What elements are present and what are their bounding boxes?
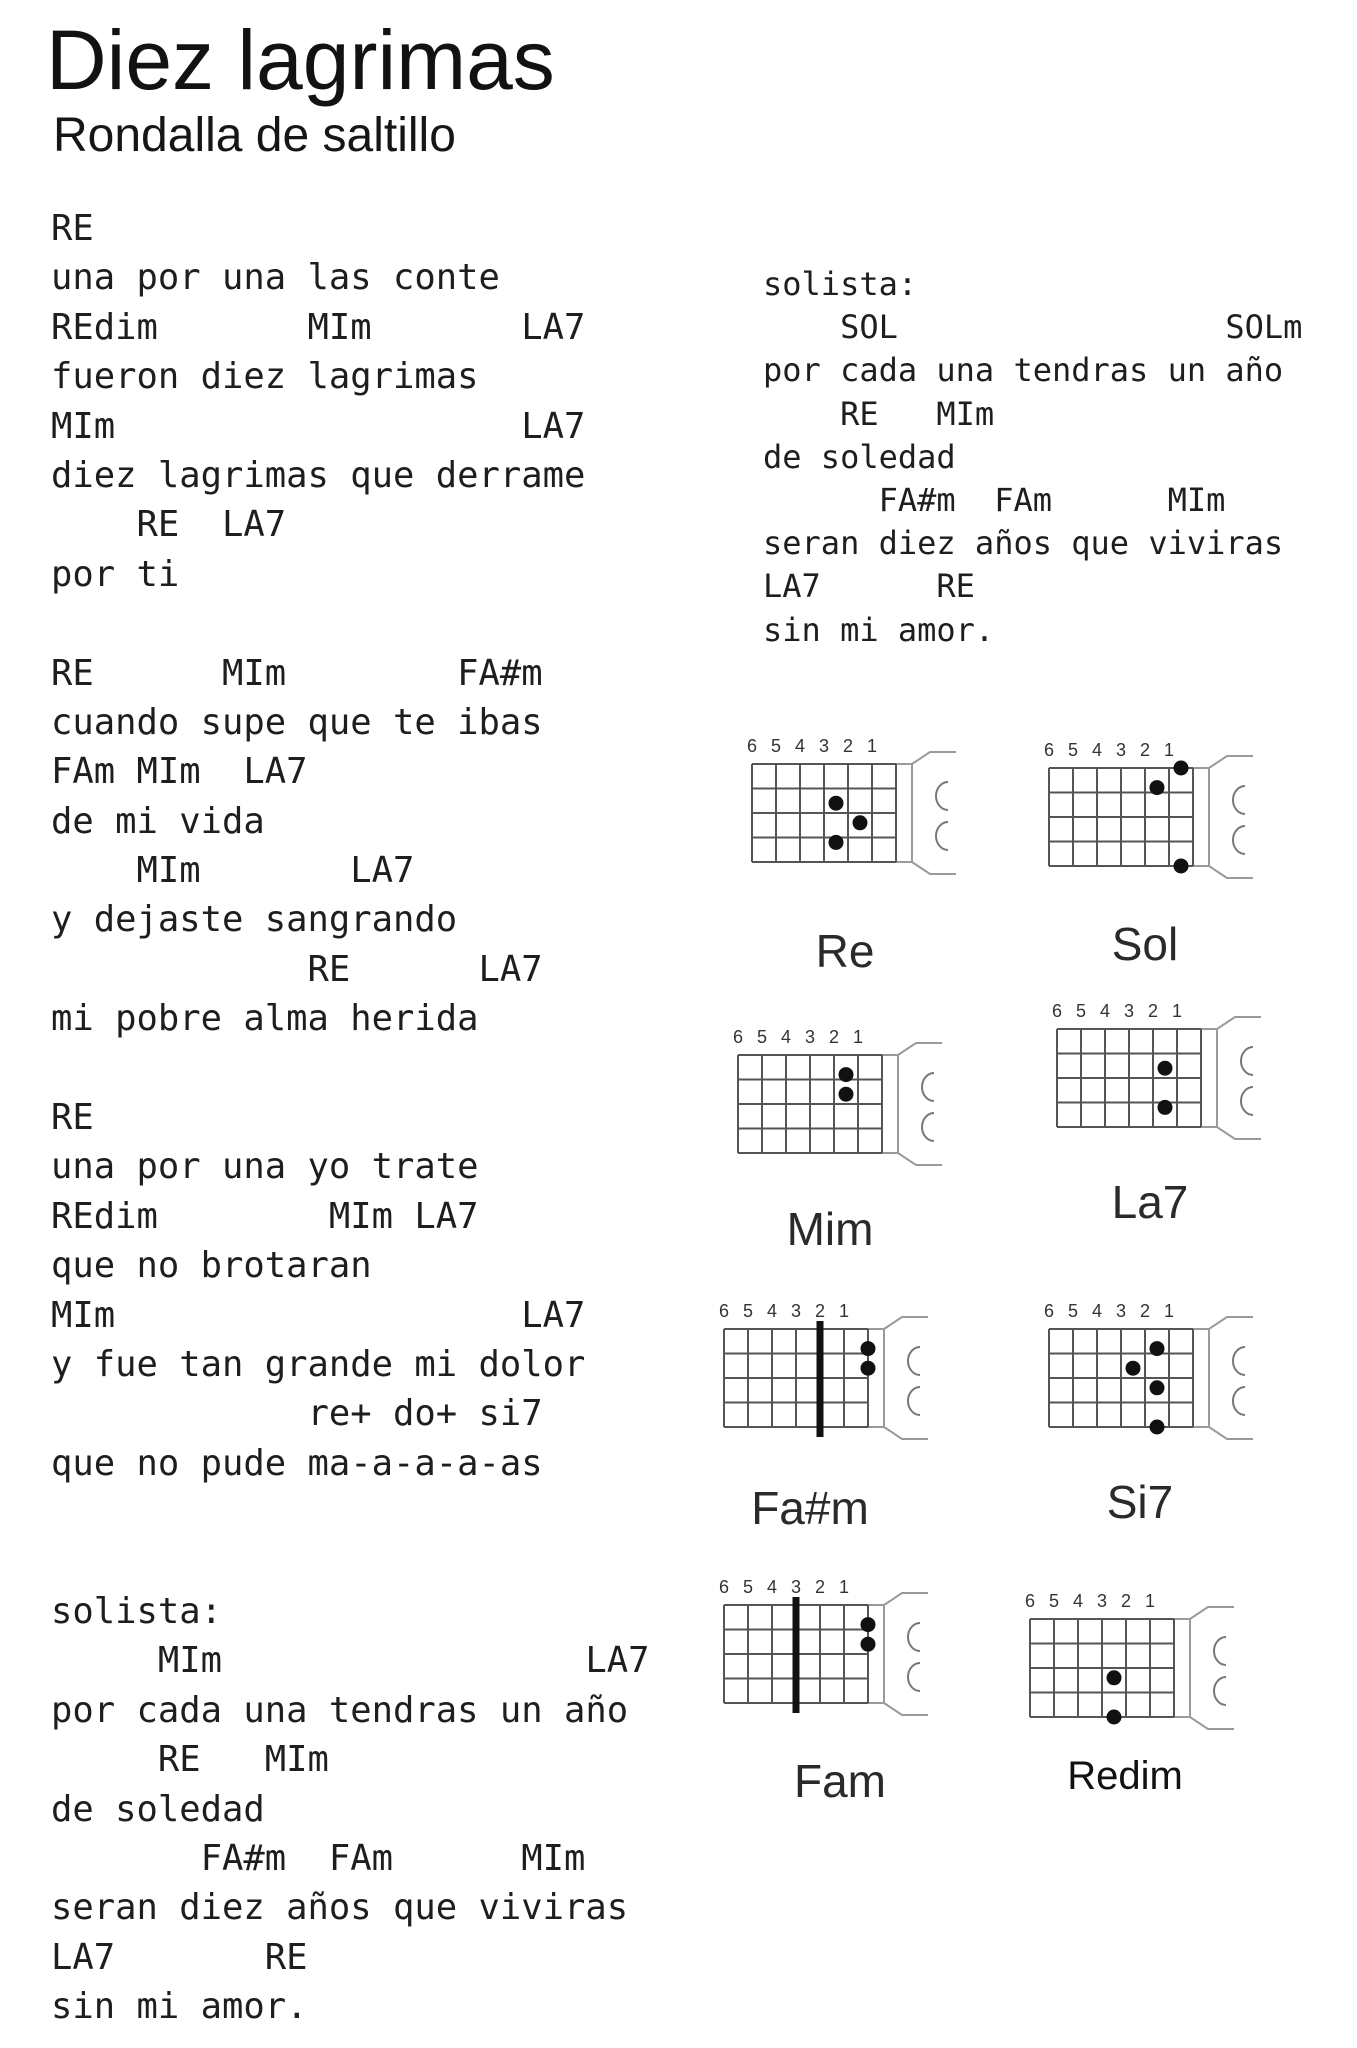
finger-dot bbox=[861, 1617, 876, 1632]
finger-dot bbox=[1107, 1710, 1122, 1725]
headstock-top bbox=[1174, 1607, 1234, 1619]
string-number: 6 bbox=[732, 1027, 744, 1047]
string-number: 6 bbox=[718, 1577, 730, 1597]
finger-dot bbox=[853, 815, 868, 830]
lyric-line: RE bbox=[51, 208, 94, 249]
lyric-line: MIm LA7 bbox=[51, 850, 415, 892]
lyric-line: REdim MIm LA7 bbox=[51, 1195, 479, 1237]
headstock-bottom bbox=[1174, 1717, 1234, 1729]
finger-dot bbox=[1158, 1061, 1173, 1076]
lyric-line: solista: bbox=[763, 265, 918, 303]
finger-dot bbox=[1158, 1100, 1173, 1115]
lyric-line: fueron diez lagrimas bbox=[51, 356, 479, 398]
headstock-top bbox=[882, 1043, 942, 1055]
finger-dot bbox=[839, 1087, 854, 1102]
string-number: 3 bbox=[790, 1301, 802, 1321]
lyric-line: de mi vida bbox=[51, 800, 265, 842]
finger-dot bbox=[1107, 1670, 1122, 1685]
lyric-line bbox=[51, 1538, 649, 1587]
lyric-line: FAm MIm LA7 bbox=[51, 751, 308, 793]
tuning-peg bbox=[936, 822, 948, 850]
string-number: 4 bbox=[780, 1027, 792, 1047]
lyric-line: de soledad bbox=[763, 437, 956, 476]
finger-dot bbox=[861, 1361, 876, 1376]
finger-dot bbox=[829, 835, 844, 850]
string-number: 4 bbox=[1099, 1001, 1111, 1021]
string-number: 1 bbox=[1144, 1591, 1156, 1611]
string-number: 5 bbox=[742, 1577, 754, 1597]
headstock-bottom bbox=[1193, 1427, 1253, 1439]
tuning-peg bbox=[908, 1623, 920, 1651]
chord-name-fam: Fam bbox=[794, 1755, 886, 1807]
tuning-peg bbox=[1214, 1677, 1226, 1705]
string-number: 2 bbox=[814, 1577, 826, 1597]
finger-dot bbox=[1174, 761, 1189, 776]
string-number: 1 bbox=[1163, 1301, 1175, 1321]
tuning-peg bbox=[908, 1663, 920, 1691]
headstock-bottom bbox=[868, 1427, 928, 1439]
string-number: 3 bbox=[818, 736, 830, 756]
lyric-line bbox=[51, 1044, 649, 1093]
headstock-bottom bbox=[1201, 1127, 1261, 1139]
lyric-line: que no brotaran bbox=[51, 1245, 372, 1287]
string-number: 6 bbox=[1043, 740, 1055, 760]
tuning-peg bbox=[1233, 1347, 1245, 1375]
headstock-top bbox=[1201, 1017, 1261, 1029]
string-number: 3 bbox=[1115, 1301, 1127, 1321]
string-number: 4 bbox=[794, 736, 806, 756]
headstock-top bbox=[1193, 756, 1253, 768]
chord-diagram-re bbox=[740, 730, 1010, 950]
lyric-line: mi pobre alma herida bbox=[51, 998, 479, 1040]
headstock-top bbox=[1193, 1317, 1253, 1329]
string-number: 3 bbox=[1096, 1591, 1108, 1611]
lyric-line: re+ do+ si7 bbox=[51, 1393, 543, 1435]
chord-name-mim: Mim bbox=[786, 1203, 874, 1255]
string-number: 5 bbox=[1075, 1001, 1087, 1021]
tuning-peg bbox=[1241, 1047, 1253, 1075]
lyric-line bbox=[51, 1488, 649, 1537]
string-number: 6 bbox=[718, 1301, 730, 1321]
lyric-line: RE LA7 bbox=[51, 504, 287, 546]
string-number: 4 bbox=[766, 1577, 778, 1597]
string-number: 6 bbox=[1024, 1591, 1036, 1611]
headstock-bottom bbox=[1193, 866, 1253, 878]
string-number: 6 bbox=[746, 736, 758, 756]
string-number: 1 bbox=[838, 1577, 850, 1597]
chord-name-sol: Sol bbox=[1111, 918, 1179, 970]
headstock-top bbox=[868, 1317, 928, 1329]
finger-dot bbox=[1174, 859, 1189, 874]
lyric-line: y dejaste sangrando bbox=[51, 899, 458, 941]
tuning-peg bbox=[1233, 1387, 1245, 1415]
tuning-peg bbox=[1233, 786, 1245, 814]
lyric-line: una por una las conte bbox=[51, 257, 500, 299]
chord-name-re: Re bbox=[815, 925, 875, 977]
finger-dot bbox=[1126, 1361, 1141, 1376]
string-number: 5 bbox=[1048, 1591, 1060, 1611]
string-number: 5 bbox=[1067, 1301, 1079, 1321]
string-number: 1 bbox=[1163, 740, 1175, 760]
lyric-line: SOL SOLm bbox=[763, 308, 1303, 347]
song-artist: Rondalla de saltillo bbox=[53, 109, 456, 162]
string-number: 2 bbox=[1147, 1001, 1159, 1021]
lyric-line: RE bbox=[51, 1097, 94, 1139]
lyric-line: diez lagrimas que derrame bbox=[51, 454, 586, 496]
finger-dot bbox=[839, 1067, 854, 1082]
string-number: 3 bbox=[1115, 740, 1127, 760]
chord-name-si7: Si7 bbox=[1106, 1476, 1174, 1528]
lyric-line: cuando supe que te ibas bbox=[51, 701, 543, 743]
tuning-peg bbox=[1241, 1087, 1253, 1115]
finger-dot bbox=[861, 1637, 876, 1652]
lyric-line: RE MIm bbox=[763, 394, 995, 433]
string-number: 2 bbox=[1139, 1301, 1151, 1321]
string-number: 4 bbox=[1091, 740, 1103, 760]
lyric-line: REdim MIm LA7 bbox=[51, 306, 586, 348]
lyric-line: MIm LA7 bbox=[51, 1294, 586, 1336]
string-number: 2 bbox=[828, 1027, 840, 1047]
string-number: 1 bbox=[852, 1027, 864, 1047]
lyrics-left-column bbox=[51, 204, 649, 2031]
finger-dot bbox=[1150, 1341, 1165, 1356]
string-number: 3 bbox=[790, 1577, 802, 1597]
song-title: Diez lagrimas bbox=[46, 13, 555, 107]
lyric-line: RE MIm FA#m bbox=[51, 652, 543, 694]
lyric-line: RE LA7 bbox=[51, 948, 543, 990]
string-number: 4 bbox=[1091, 1301, 1103, 1321]
headstock-bottom bbox=[896, 862, 956, 874]
lyrics-right-column bbox=[763, 263, 1302, 652]
headstock-bottom bbox=[868, 1703, 928, 1715]
string-number: 4 bbox=[766, 1301, 778, 1321]
lyric-line: LA7 RE bbox=[763, 567, 975, 606]
lyric-line: sin mi amor. bbox=[763, 610, 995, 649]
lyric-line: MIm LA7 bbox=[51, 405, 586, 447]
string-number: 6 bbox=[1051, 1001, 1063, 1021]
finger-dot bbox=[829, 796, 844, 811]
chord-name-redim: Redim bbox=[1067, 1754, 1183, 1798]
finger-dot bbox=[861, 1341, 876, 1356]
string-number: 5 bbox=[742, 1301, 754, 1321]
headstock-bottom bbox=[882, 1153, 942, 1165]
lyric-line: LA7 RE bbox=[51, 1936, 308, 1978]
string-number: 3 bbox=[1123, 1001, 1135, 1021]
lyric-line: y fue tan grande mi dolor bbox=[51, 1343, 586, 1385]
lyric-line: por cada una tendras un año bbox=[763, 351, 1284, 390]
lyric-line: FA#m FAm MIm bbox=[763, 480, 1226, 519]
string-number: 4 bbox=[1072, 1591, 1084, 1611]
string-number: 2 bbox=[1139, 740, 1151, 760]
string-number: 2 bbox=[1120, 1591, 1132, 1611]
string-number: 2 bbox=[842, 736, 854, 756]
headstock-top bbox=[868, 1593, 928, 1605]
lyric-line: que no pude ma-a-a-a-as bbox=[51, 1442, 543, 1484]
lyric-line: seran diez años que viviras bbox=[763, 524, 1284, 563]
chord-name-la7: La7 bbox=[1111, 1176, 1189, 1228]
string-number: 2 bbox=[814, 1301, 826, 1321]
tuning-peg bbox=[908, 1387, 920, 1415]
tuning-peg bbox=[1233, 826, 1245, 854]
lyric-line: MIm LA7 bbox=[51, 1640, 650, 1682]
string-number: 5 bbox=[770, 736, 782, 756]
finger-dot bbox=[1150, 1420, 1165, 1435]
lyric-line: por ti bbox=[51, 553, 180, 595]
lyric-line: seran diez años que viviras bbox=[51, 1887, 629, 1929]
tuning-peg bbox=[1214, 1637, 1226, 1665]
tuning-peg bbox=[922, 1113, 934, 1141]
lyric-line: una por una yo trate bbox=[51, 1146, 479, 1188]
lyric-line: RE MIm bbox=[51, 1739, 329, 1781]
finger-dot bbox=[1150, 780, 1165, 795]
string-number: 3 bbox=[804, 1027, 816, 1047]
string-number: 5 bbox=[1067, 740, 1079, 760]
lyric-line: sin mi amor. bbox=[51, 1986, 308, 2028]
tuning-peg bbox=[908, 1347, 920, 1375]
chord-name-fa-sharp-m: Fa#m bbox=[751, 1482, 869, 1534]
lyric-line: solista: bbox=[51, 1590, 222, 1632]
tuning-peg bbox=[922, 1073, 934, 1101]
lyric-line: por cada una tendras un año bbox=[51, 1689, 629, 1731]
string-number: 1 bbox=[866, 736, 878, 756]
finger-dot bbox=[1150, 1380, 1165, 1395]
headstock-top bbox=[896, 752, 956, 764]
string-number: 1 bbox=[1171, 1001, 1183, 1021]
string-number: 6 bbox=[1043, 1301, 1055, 1321]
string-number: 5 bbox=[756, 1027, 768, 1047]
lyric-line bbox=[51, 599, 649, 648]
tuning-peg bbox=[936, 782, 948, 810]
lyric-line: de soledad bbox=[51, 1788, 265, 1830]
string-number: 1 bbox=[838, 1301, 850, 1321]
lyric-line: FA#m FAm MIm bbox=[51, 1837, 586, 1879]
